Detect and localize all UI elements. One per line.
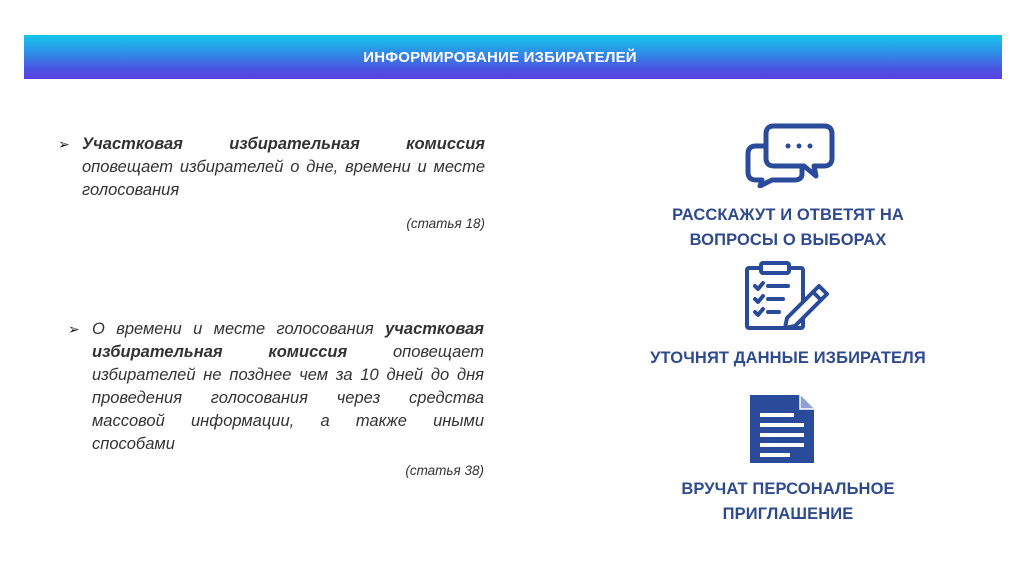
document-icon (748, 393, 816, 465)
caption-line: ПРИГЛАШЕНИЕ (722, 505, 854, 523)
header-banner (24, 35, 1002, 79)
clipboard-checklist-icon (743, 260, 831, 330)
bullet-text (82, 133, 485, 202)
bullet-body: оповещает избирателей о дне, времени и месте голосования (82, 158, 485, 199)
arrow-bullet-icon: ➢ (68, 321, 80, 337)
bullet-text (92, 318, 484, 456)
feature-caption (598, 346, 978, 371)
feature-caption (618, 477, 958, 527)
feature-caption (618, 203, 958, 253)
bullet-body: оповещает избирателей не позднее чем за 10 дней до дня проведения голосования через средства массовой информации, а также иными способами (92, 343, 484, 453)
bullet-item (68, 318, 484, 482)
bullet-lead: О времени и месте голосования (92, 320, 374, 338)
page-title: ИНФОРМИРОВАНИЕ ИЗБИРАТЕЛЕЙ (363, 48, 637, 66)
chat-bubbles-icon (744, 122, 836, 188)
caption-line: ВРУЧАТ ПЕРСОНАЛЬНОЕ (681, 480, 895, 498)
citation: (статья 38) (405, 463, 484, 478)
caption-line: РАССКАЖУТ И ОТВЕТЯТ НА (672, 206, 904, 224)
citation: (статья 18) (406, 216, 485, 231)
caption-line: УТОЧНЯТ ДАННЫЕ ИЗБИРАТЕЛЯ (650, 349, 926, 367)
bullet-bold: участковая избирательная комиссия (92, 320, 484, 361)
arrow-bullet-icon: ➢ (58, 136, 70, 152)
bullet-item (58, 133, 485, 235)
bullet-bold-lead: Участковая избирательная комиссия (82, 135, 485, 153)
caption-line: ВОПРОСЫ О ВЫБОРАХ (689, 231, 887, 249)
